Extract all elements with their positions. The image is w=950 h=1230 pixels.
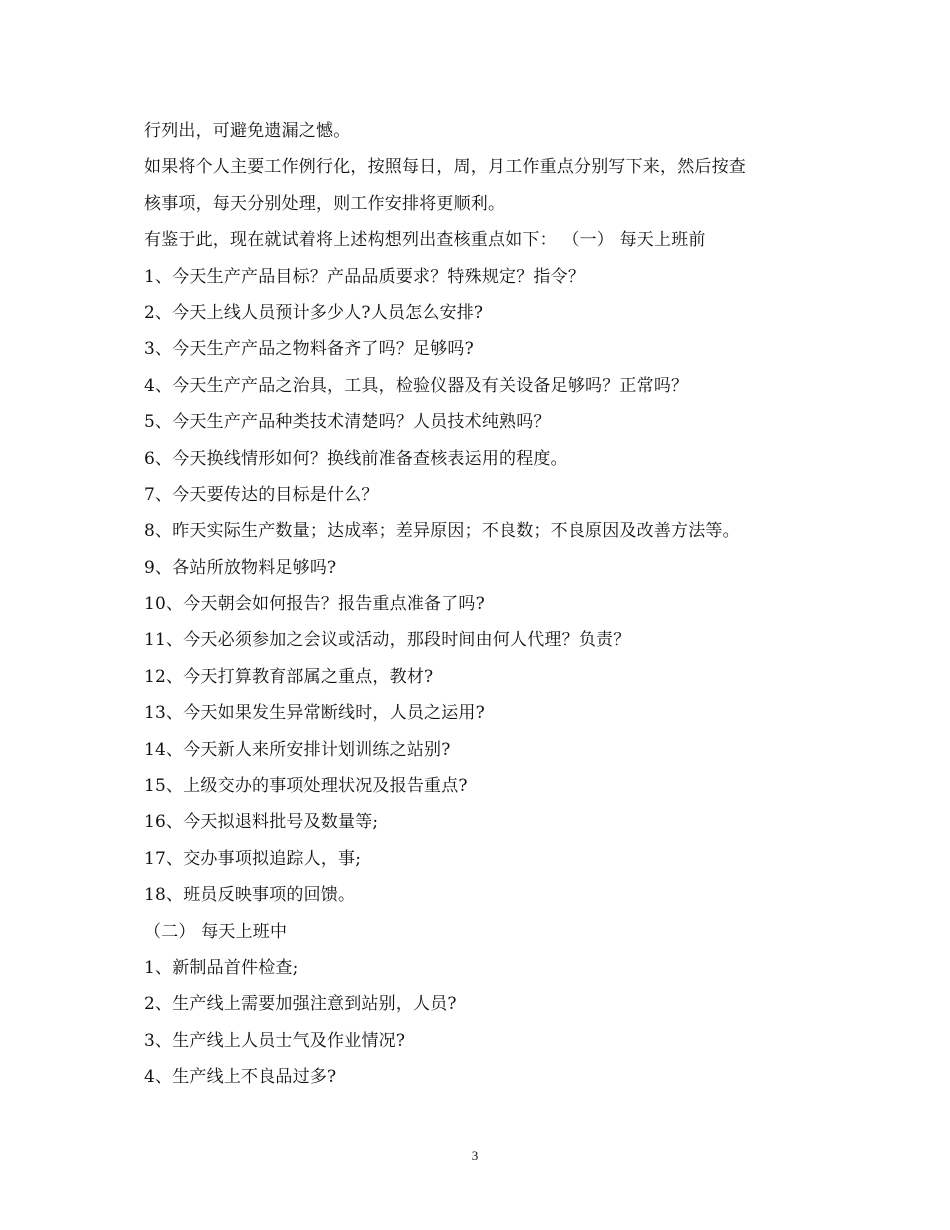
document-body — [144, 113, 814, 1096]
list-item: 18、班员反映事项的回馈。 — [144, 885, 356, 906]
text-line: 有鉴于此，现在就试着将上述构想列出查核重点如下： （一） 每天上班前 — [144, 230, 706, 251]
list-item: 1、今天生产产品目标？产品品质要求？特殊规定？指令？ — [144, 266, 586, 287]
list-item: 2、今天上线人员预计多少人?人员怎么安排? — [144, 302, 484, 323]
list-item: 7、今天要传达的目标是什么？ — [144, 484, 379, 505]
section-heading: （二） 每天上班中 — [144, 921, 288, 942]
list-item: 9、各站所放物料足够吗? — [144, 557, 337, 578]
list-item: 4、今天生产产品之治具，工具，检验仪器及有关设备足够吗？正常吗？ — [144, 375, 689, 396]
text-line: 行列出，可避免遗漏之憾。 — [144, 121, 351, 141]
list-item: 15、上级交办的事项处理状况及报告重点? — [144, 776, 468, 797]
list-item: 3、生产线上人员士气及作业情况? — [144, 1030, 406, 1051]
list-item: 17、交办事项拟追踪人，事; — [144, 848, 362, 869]
list-item: 2、生产线上需要加强注意到站别，人员? — [144, 994, 457, 1015]
list-item: 12、今天打算教育部属之重点，教材? — [144, 666, 434, 687]
list-item: 8、昨天实际生产数量；达成率；差异原因；不良数；不良原因及改善方法等。 — [144, 521, 740, 542]
list-item: 11、今天必须参加之会议或活动，那段时间由何人代理？负责？ — [144, 630, 631, 651]
list-item: 4、生产线上不良品过多? — [144, 1067, 337, 1088]
list-item: 5、今天生产产品种类技术清楚吗？人员技术纯熟吗？ — [144, 412, 551, 433]
list-item: 1、新制品首件检查; — [144, 957, 299, 978]
list-item: 13、今天如果发生异常断线时，人员之运用? — [144, 703, 485, 724]
list-item: 3、今天生产产品之物料备齐了吗？足够吗? — [144, 339, 474, 360]
page-number: 3 — [471, 1148, 479, 1163]
list-item: 10、今天朝会如何报告？报告重点准备了吗? — [144, 594, 485, 615]
list-item: 6、今天换线情形如何？换线前准备查核表运用的程度。 — [144, 448, 568, 469]
list-item: 16、今天拟退料批号及数量等; — [144, 812, 379, 833]
text-line: 如果将个人主要工作例行化，按照每日，周，月工作重点分别写下来，然后按查 — [144, 157, 746, 178]
list-item: 14、今天新人来所安排计划训练之站别? — [144, 739, 451, 760]
text-line: 核事项，每天分别处理，则工作安排将更顺利。 — [144, 193, 506, 214]
